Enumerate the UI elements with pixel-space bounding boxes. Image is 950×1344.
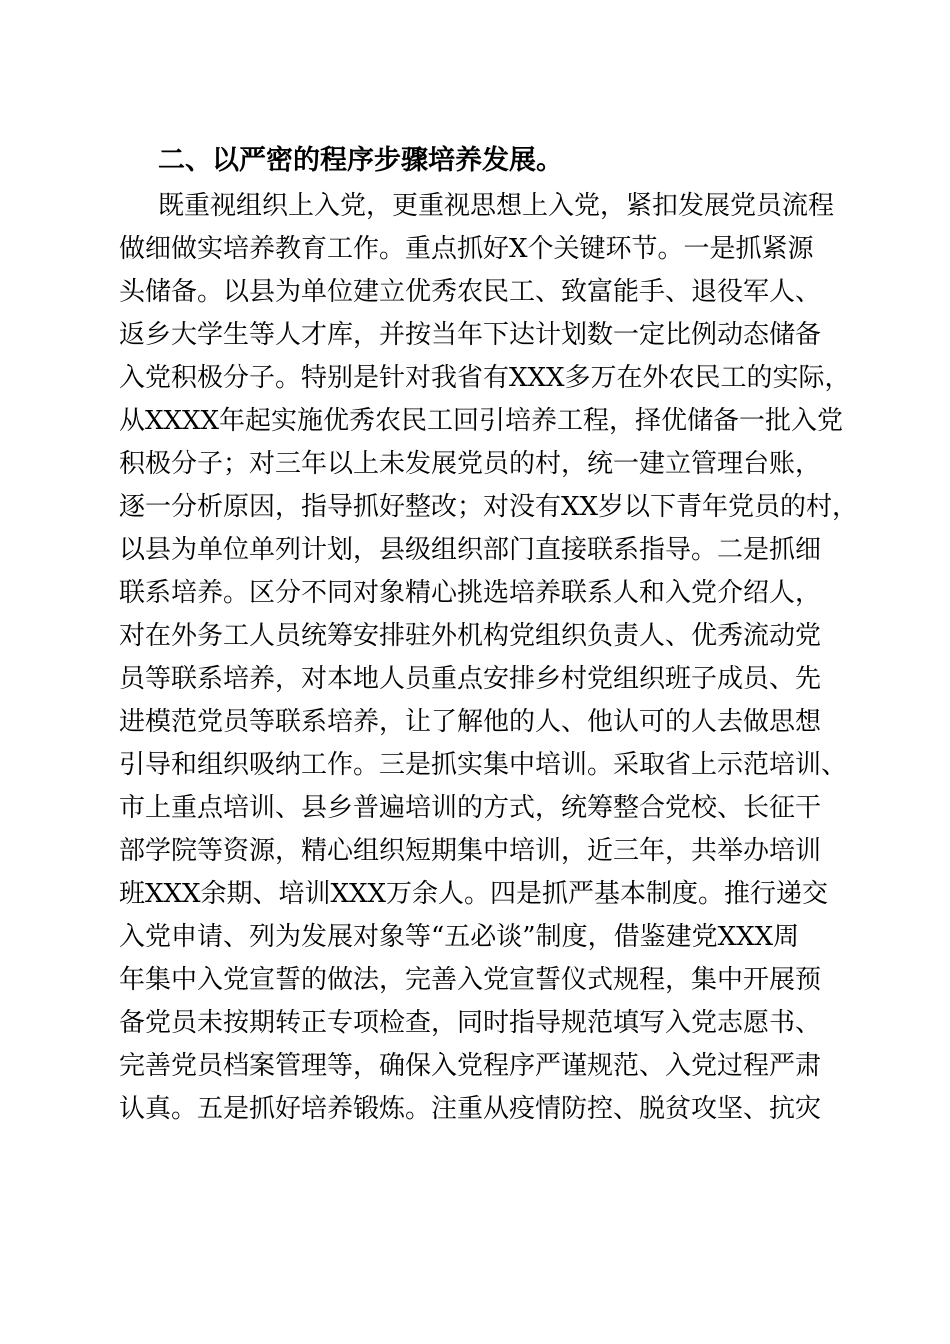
paragraph-line: 进模范党员等联系培养，让了解他的人、他认可的人去做思想 [119,707,822,737]
paragraph-line: 市上重点培训、县乡普遍培训的方式，统筹整合党校、长征干 [119,793,822,823]
paragraph-line: 部学院等资源，精心组织短期集中培训，近三年，共举办培训 [119,836,822,866]
paragraph-line: 认真。五是抓好培养锻炼。注重从疫情防控、脱贫攻坚、抗灾 [119,1094,822,1124]
paragraph-line: 积极分子；对三年以上未发展党员的村，统一建立管理台账， [119,449,822,479]
paragraph-line: 入党申请、列为发展对象等“五必谈”制度，借鉴建党XXX周 [119,922,800,952]
paragraph-line: 头储备。以县为单位建立优秀农民工、致富能手、退役军人、 [119,277,822,307]
paragraph-line: 备党员未按期转正专项检查，同时指导规范填写入党志愿书、 [119,1008,822,1038]
paragraph-line: 既重视组织上入党，更重视思想上入党，紧扣发展党员流程 [158,191,835,221]
paragraph-line: 班XXX余期、培训XXX万余人。四是抓严基本制度。推行递交 [119,879,829,909]
section-heading: 二、以严密的程序步骤培养发展。 [158,145,563,176]
paragraph-line: 对在外务工人员统筹安排驻外机构党组织负责人、优秀流动党 [119,621,822,651]
paragraph-line: 做细做实培养教育工作。重点抓好X个关键环节。一是抓紧源 [119,234,814,264]
paragraph-line: 完善党员档案管理等，确保入党程序严谨规范、入党过程严肃 [119,1051,822,1081]
paragraph-line: 联系培养。区分不同对象精心挑选培养联系人和入党介绍人， [119,578,822,608]
paragraph-line: 逐一分析原因，指导抓好整改；对没有XX岁以下青年党员的村， [119,492,859,522]
paragraph-line: 引导和组织吸纳工作。三是抓实集中培训。采取省上示范培训、 [119,750,848,780]
paragraph-line: 返乡大学生等人才库，并按当年下达计划数一定比例动态储备 [119,320,822,350]
paragraph-line: 从XXXX年起实施优秀农民工回引培养工程，择优储备一批入党 [119,406,844,436]
paragraph-line: 入党积极分子。特别是针对我省有XXX多万在外农民工的实际， [119,363,851,393]
paragraph-line: 以县为单位单列计划，县级组织部门直接联系指导。二是抓细 [119,535,822,565]
paragraph-line: 年集中入党宣誓的做法，完善入党宣誓仪式规程，集中开展预 [119,965,822,995]
paragraph-line: 员等联系培养，对本地人员重点安排乡村党组织班子成员、先 [119,664,822,694]
